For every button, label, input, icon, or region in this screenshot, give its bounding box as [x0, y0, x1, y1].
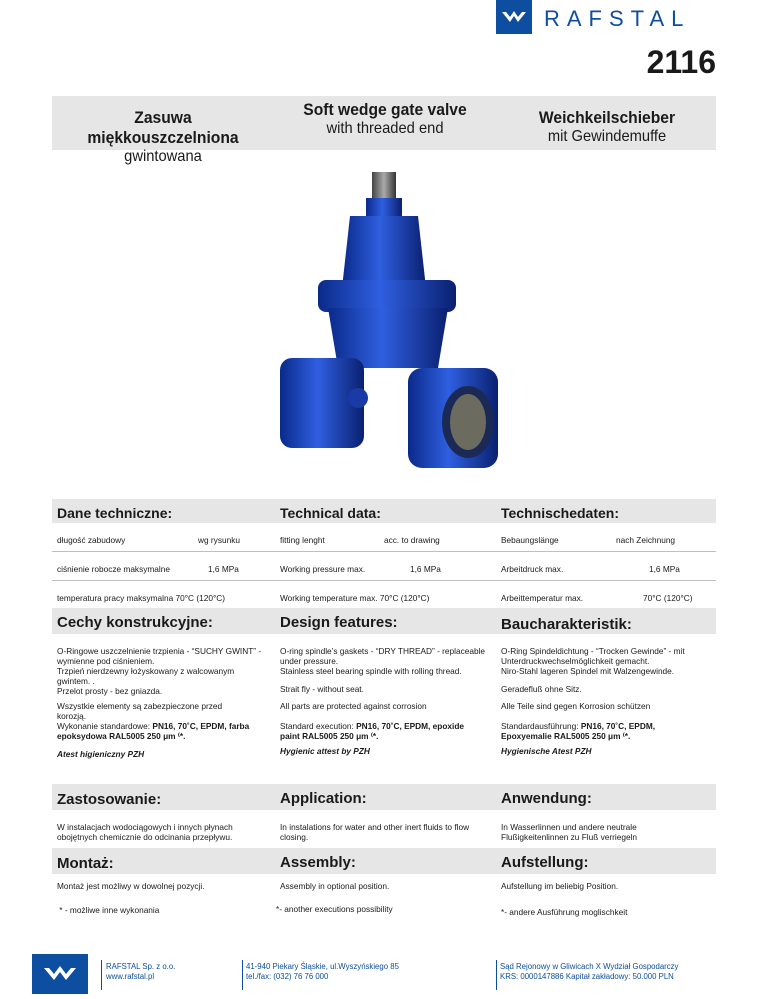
- divider: [52, 580, 716, 581]
- application-pl: W instalacjach wodociągowych i innych płynach obojętnych chemicznie do odcinania przepływu.: [57, 822, 233, 842]
- design-pl-5: [57, 721, 267, 741]
- design-pl-3: Przelot prosty - bez gniazda.: [57, 686, 163, 696]
- tech-row2-en-val: 1,6 MPa: [410, 564, 441, 574]
- design-de-1: O-Ring Spindeldichtung - “Trocken Gewinde” - mit Unterdruckwechselmöglichkeit gemacht.: [501, 646, 685, 666]
- title-pl: [52, 100, 274, 166]
- footer-web-link[interactable]: www.rafstal.pl: [106, 972, 155, 981]
- tech-row3-pl: temperatura pracy maksymalna 70°C (120°C): [57, 593, 226, 603]
- design-title-en: Design features:: [280, 614, 398, 631]
- design-de-5a: Standardausführung:: [501, 721, 581, 731]
- brand-name: RAFSTAL: [544, 6, 691, 31]
- design-de-6-text: Hygienische Atest PZH: [501, 746, 592, 756]
- assembly-title-de: Aufstellung:: [501, 854, 589, 871]
- design-pl-5a: Wykonanie standardowe:: [57, 721, 153, 731]
- model-number: 2116: [646, 44, 716, 80]
- design-en-4: All parts are protected against corrosion: [280, 701, 427, 711]
- assembly-header-band: [52, 848, 716, 874]
- tech-row1-pl: długość zabudowy: [57, 535, 126, 545]
- assembly-title-pl: Montaż:: [57, 855, 114, 872]
- footer-divider: [242, 960, 243, 990]
- footer-divider: [101, 960, 102, 990]
- tech-row1-de: Bebaungslänge: [501, 535, 559, 545]
- design-en-5b: PN16, 70˚C, EPDM, epoxide paint RAL5005 250 μm ⁽*.: [280, 721, 465, 741]
- design-pl-6: [57, 749, 144, 759]
- tech-row1-en-val: acc. to drawing: [384, 535, 440, 545]
- design-en-6-text: Hygienic attest by PZH: [280, 746, 370, 756]
- application-title-pl: Zastosowanie:: [57, 791, 162, 808]
- tech-row2-pl: ciśnienie robocze maksymalne: [57, 564, 170, 574]
- application-title-de: Anwendung:: [501, 790, 592, 807]
- design-de-6: [501, 746, 592, 756]
- tech-row3-de: Arbeittemperatur max.: [501, 593, 584, 603]
- title-pl-sub: gwintowana: [124, 148, 202, 165]
- logo-icon: [32, 954, 88, 994]
- logo-icon: [496, 0, 532, 34]
- application-de: In Wasserlinnen und andere neutrale Flußigkeitenlinnen zu Fluß verriegeln: [501, 822, 638, 842]
- application-title-en: Application:: [280, 790, 367, 807]
- tech-title-pl: Dane techniczne:: [57, 505, 173, 521]
- design-de-4: Alle Teile sind gegen Korrosion schützen: [501, 701, 651, 711]
- design-pl-6-text: Atest higieniczny PZH: [57, 749, 145, 759]
- design-title-pl: Cechy konstrukcyjne:: [57, 614, 213, 631]
- tech-row1-en: fitting lenght: [280, 535, 325, 545]
- design-de-2: Niro-Stahl lageren Spindel mit Walzengewinde.: [501, 666, 675, 676]
- design-en-5: [280, 721, 470, 741]
- footer-phone: tel./fax: (032) 76 76 000: [246, 972, 329, 981]
- design-pl-5b: PN16, 70˚C, EPDM, farba epoksydowa RAL5005 250 μm ⁽*.: [57, 721, 250, 741]
- note-en: *- another executions possibility: [276, 904, 393, 914]
- assembly-de: Aufstellung im beliebig Position.: [501, 881, 619, 891]
- design-de-3: Geradefluß ohne Sitz.: [501, 684, 582, 694]
- footer-court: Sąd Rejonowy w Gliwicach X Wydział Gospodarczy: [500, 962, 679, 971]
- divider: [52, 551, 716, 552]
- design-en-2: Stainless steel bearing spindle with rolling thread.: [280, 666, 462, 676]
- assembly-pl: Montaż jest możliwy w dowolnej pozycji.: [57, 881, 205, 891]
- tech-row1-de-val: nach Zeichnung: [616, 535, 676, 545]
- design-de-5b: PN16, 70˚C, EPDM, Epoxyemalie RAL5005 250 μm ⁽*.: [501, 721, 656, 741]
- footer-logo-mark: [32, 954, 88, 994]
- note-de: *- andere Ausführung moglischkeit: [501, 907, 628, 917]
- title-de-main: Weichkeilschieber: [538, 108, 676, 127]
- assembly-title-en: Assembly:: [280, 854, 356, 871]
- tech-row1-pl-val: wg rysunku: [198, 535, 240, 545]
- footer-address: 41-940 Piekary Śląskie, ul.Wyszyńskiego 85: [246, 962, 399, 971]
- design-en-6: [280, 746, 370, 756]
- tech-row2-en: Working pressure max.: [280, 564, 366, 574]
- assembly-en: Assembly in optional position.: [280, 881, 390, 891]
- tech-title-de: Technischedaten:: [501, 505, 619, 521]
- title-de: [496, 100, 718, 146]
- note-pl: * - możliwe inne wykonania: [57, 905, 160, 915]
- tech-row3-en: Working temperature max. 70°C (120°C): [280, 593, 430, 603]
- tech-row2-de: Arbeitdruck max.: [501, 564, 564, 574]
- title-pl-main: Zasuwa miękkouszczelniona: [87, 108, 239, 147]
- design-en-3: Strait fly - without seat.: [280, 684, 364, 694]
- design-pl-4: Wszystkie elementy są zabezpieczone przed korozją.: [57, 701, 223, 721]
- tech-row3-de-val: 70°C (120°C): [643, 593, 693, 603]
- design-de-5: [501, 721, 701, 741]
- footer-divider: [496, 960, 497, 990]
- title-en-main: Soft wedge gate valve: [303, 100, 467, 119]
- tech-row2-pl-val: 1,6 MPa: [208, 564, 239, 574]
- application-en: In instalations for water and other inert fluids to flow closing.: [280, 822, 470, 842]
- design-pl-1: O-Ringowe uszczelnienie trzpienia - “SUCHY GWINT” - wymienne pod ciśnieniem.: [57, 646, 262, 666]
- title-en: [274, 100, 496, 138]
- title-en-sub: with threaded end: [326, 120, 444, 137]
- footer-company: RAFSTAL Sp. z o.o.: [106, 962, 176, 971]
- tech-title-en: Technical data:: [280, 505, 381, 521]
- gate-valve-illustration: [268, 168, 508, 488]
- title-de-sub: mit Gewindemuffe: [547, 128, 667, 145]
- design-en-5a: Standard execution:: [280, 721, 357, 731]
- design-en-1: O-ring spindle’s gaskets - “DRY THREAD” - replaceable under pressure.: [280, 646, 486, 666]
- design-pl-2: Trzpień nierdzewny łożyskowany z walcowanym gwintem. .: [57, 666, 235, 686]
- tech-row2-de-val: 1,6 MPa: [649, 564, 680, 574]
- footer-krs: KRS: 0000147886 Kapitał zakładowy: 50.000 PLN: [500, 972, 674, 981]
- rafstal-logo-mark: [496, 0, 532, 34]
- design-title-de: Baucharakteristik:: [501, 616, 632, 633]
